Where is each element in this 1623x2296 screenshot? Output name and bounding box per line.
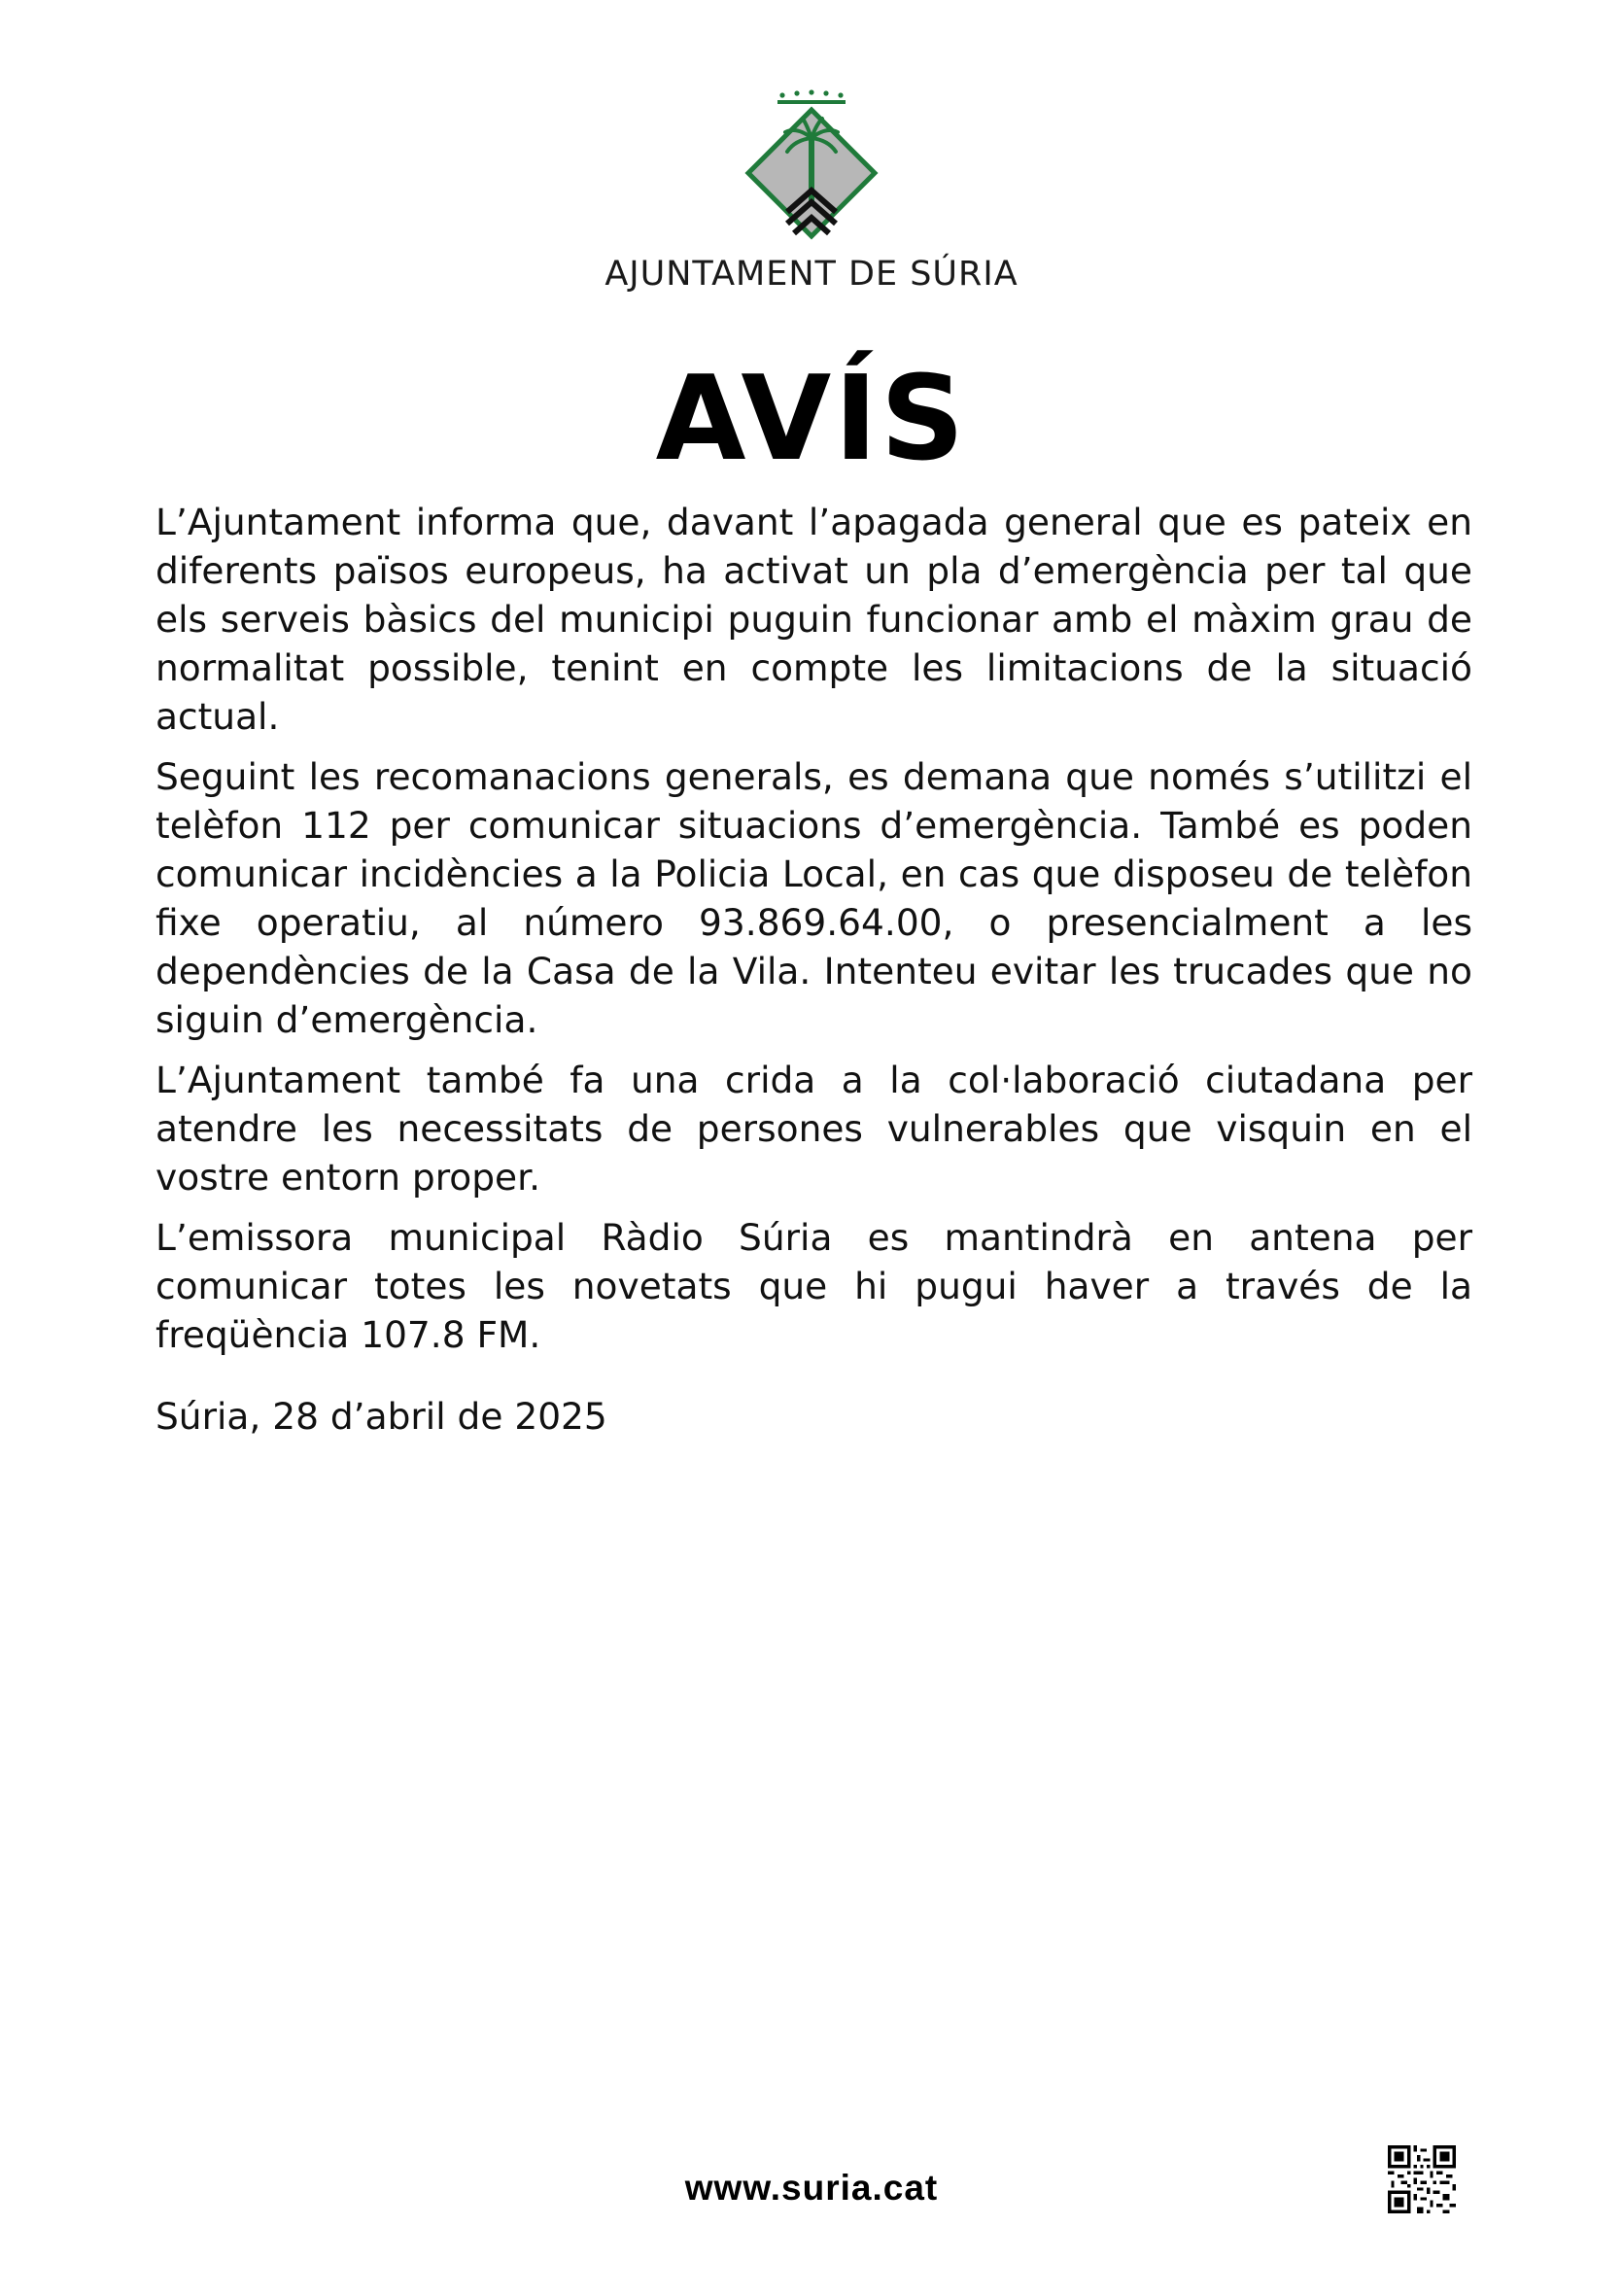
municipal-coat-of-arms-logo	[739, 87, 884, 248]
organization-name: AJUNTAMENT DE SÚRIA	[604, 255, 1019, 294]
notice-paragraph: L’Ajuntament també fa una crida a la col·laboració ciutadana per atendre les necessitats de persones vulnerables que visquin en el vostre entorn proper.	[155, 1059, 1472, 1199]
qr-code-icon	[1388, 2145, 1456, 2213]
website-link[interactable]: www.suria.cat	[684, 2168, 939, 2208]
notice-paragraph: L’emissora municipal Ràdio Súria es mantindrà en antena per comunicar totes les novetats que hi pugui haver a través de la freqüència 107.8 FM.	[155, 1216, 1472, 1356]
notice-title: AVÍS	[655, 352, 968, 487]
notice-body	[155, 498, 1472, 1452]
notice-paragraph: Seguint les recomanacions generals, es demana que només s’utilitzi el telèfon 112 per comunicar situacions d’emergència. També es poden comunicar incidències a la Policia Local, en cas que disposeu de telèfon fixe operatiu, al número 93.869.64.00, o presencialment a les dependències de la Casa de la Vila. Intenteu evitar les trucades que no siguin d’emergència.	[155, 755, 1472, 1041]
notice-paragraph: L’Ajuntament informa que, davant l’apagada general que es pateix en diferents països europeus, ha activat un pla d’emergència per tal que els serveis bàsics del municipi puguin funcionar amb el màxim grau de normalitat possible, tenint en compte les limitacions de la situació actual.	[155, 501, 1472, 738]
place-and-date: Súria, 28 d’abril de 2025	[155, 1395, 607, 1438]
